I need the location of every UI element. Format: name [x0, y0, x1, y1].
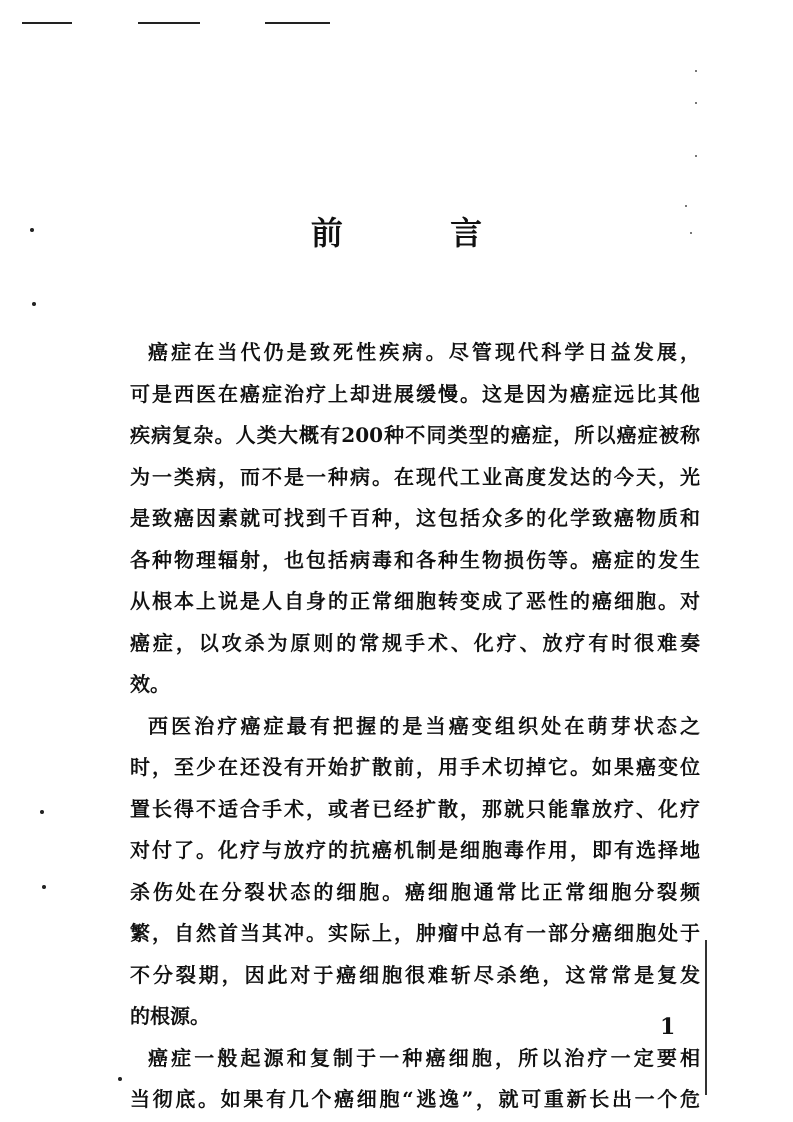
text-line: 杀伤处在分裂状态的细胞。癌细胞通常比正常细胞分裂频: [130, 880, 700, 904]
scan-speck: [685, 205, 687, 207]
scan-speck: [690, 232, 692, 234]
scan-edge-line: [705, 940, 707, 1095]
scan-speck: [695, 155, 697, 157]
top-rule: [22, 22, 72, 24]
text-line: 繁，自然首当其冲。实际上，肿瘤中总有一部分癌细胞处于: [130, 921, 700, 945]
text-line: 时，至少在还没有开始扩散前，用手术切掉它。如果癌变位: [130, 755, 700, 779]
scan-speck: [695, 70, 697, 72]
text-line: 对付了。化疗与放疗的抗癌机制是细胞毒作用，即有选择地: [130, 838, 700, 862]
text-line: 各种物理辐射，也包括病毒和各种生物损伤等。癌症的发生: [130, 548, 700, 572]
text-line: 疾病复杂。人类大概有200种不同类型的癌症，所以癌症被称: [130, 423, 700, 447]
scan-speck: [30, 228, 34, 232]
text-line: 癌症在当代仍是致死性疾病。尽管现代科学日益发展，: [148, 340, 700, 364]
scan-speck: [32, 302, 36, 306]
text-line: 不分裂期，因此对于癌细胞很难斩尽杀绝，这常常是复发: [130, 963, 700, 987]
scan-speck: [695, 102, 697, 104]
page-title: 前 言: [310, 214, 531, 252]
text-line: 西医治疗癌症最有把握的是当癌变组织处在萌芽状态之: [148, 714, 700, 738]
top-rule: [138, 22, 200, 24]
text-line: 为一类病，而不是一种病。在现代工业高度发达的今天，光: [130, 465, 700, 489]
text-line: 效。: [130, 672, 170, 696]
text-line: 置长得不适合手术，或者已经扩散，那就只能靠放疗、化疗: [130, 797, 700, 821]
page-number: 1: [660, 1014, 676, 1040]
scan-speck: [118, 1077, 122, 1081]
text-line: 当彻底。如果有几个癌细胞“逃逸”，就可重新长出一个危: [130, 1087, 700, 1111]
text-line: 癌症，以攻杀为原则的常规手术、化疗、放疗有时很难奏: [130, 631, 700, 655]
text-line: 的根源。: [130, 1004, 210, 1028]
scan-speck: [42, 885, 46, 889]
top-rule: [265, 22, 330, 24]
text-line: 可是西医在癌症治疗上却进展缓慢。这是因为癌症远比其他: [130, 382, 700, 406]
text-line: 是致癌因素就可找到千百种，这包括众多的化学致癌物质和: [130, 506, 700, 530]
text-line: 癌症一般起源和复制于一种癌细胞，所以治疗一定要相: [148, 1046, 700, 1070]
text-line: 从根本上说是人自身的正常细胞转变成了恶性的癌细胞。对: [130, 589, 700, 613]
scan-speck: [40, 810, 44, 814]
